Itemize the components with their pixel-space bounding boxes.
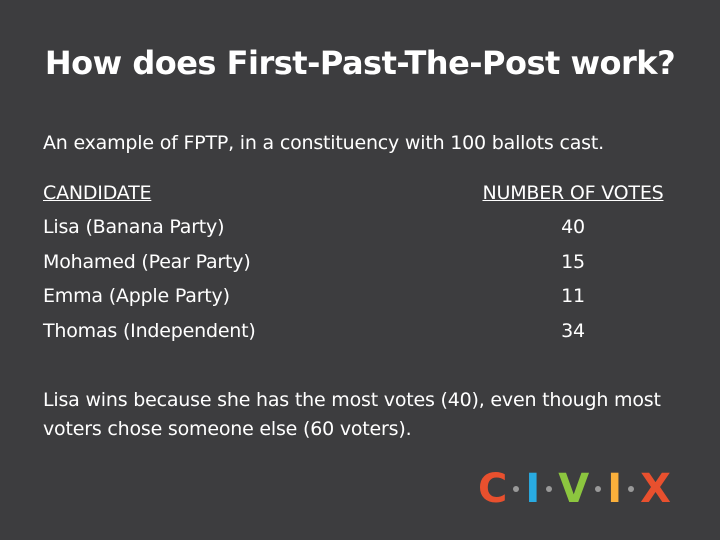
candidate-name: Thomas (Independent)	[43, 319, 256, 342]
vote-count: 11	[561, 285, 585, 307]
votes-column	[473, 180, 673, 352]
intro-text: An example of FPTP, in a constituency with 100 ballots cast.	[43, 132, 604, 154]
logo-letter-x: X	[640, 466, 671, 512]
logo-letter-c: C	[478, 466, 508, 512]
logo-separator-dot	[513, 486, 519, 492]
logo-letter-i: I	[607, 466, 623, 512]
civix-logo	[478, 468, 688, 510]
logo-letter-i: I	[525, 466, 541, 512]
logo-letter-v: V	[558, 466, 590, 512]
candidate-header: CANDIDATE	[43, 182, 152, 204]
vote-count: 40	[561, 216, 585, 238]
slide-title: How does First-Past-The-Post work?	[44, 44, 676, 82]
candidate-name: Lisa (Banana Party)	[43, 216, 225, 238]
candidate-name: Emma (Apple Party)	[43, 285, 230, 307]
votes-header: NUMBER OF VOTES	[482, 182, 664, 204]
logo-separator-dot	[595, 486, 601, 492]
vote-count: 34	[561, 319, 585, 342]
vote-count: 15	[561, 250, 585, 273]
logo-separator-dot	[546, 486, 552, 492]
candidate-column	[43, 180, 403, 352]
conclusion-text: Lisa wins because she has the most votes (40), even though most voters chose someone else (60 voters).	[43, 389, 661, 440]
logo-separator-dot	[628, 486, 634, 492]
candidate-name: Mohamed (Pear Party)	[43, 250, 251, 273]
